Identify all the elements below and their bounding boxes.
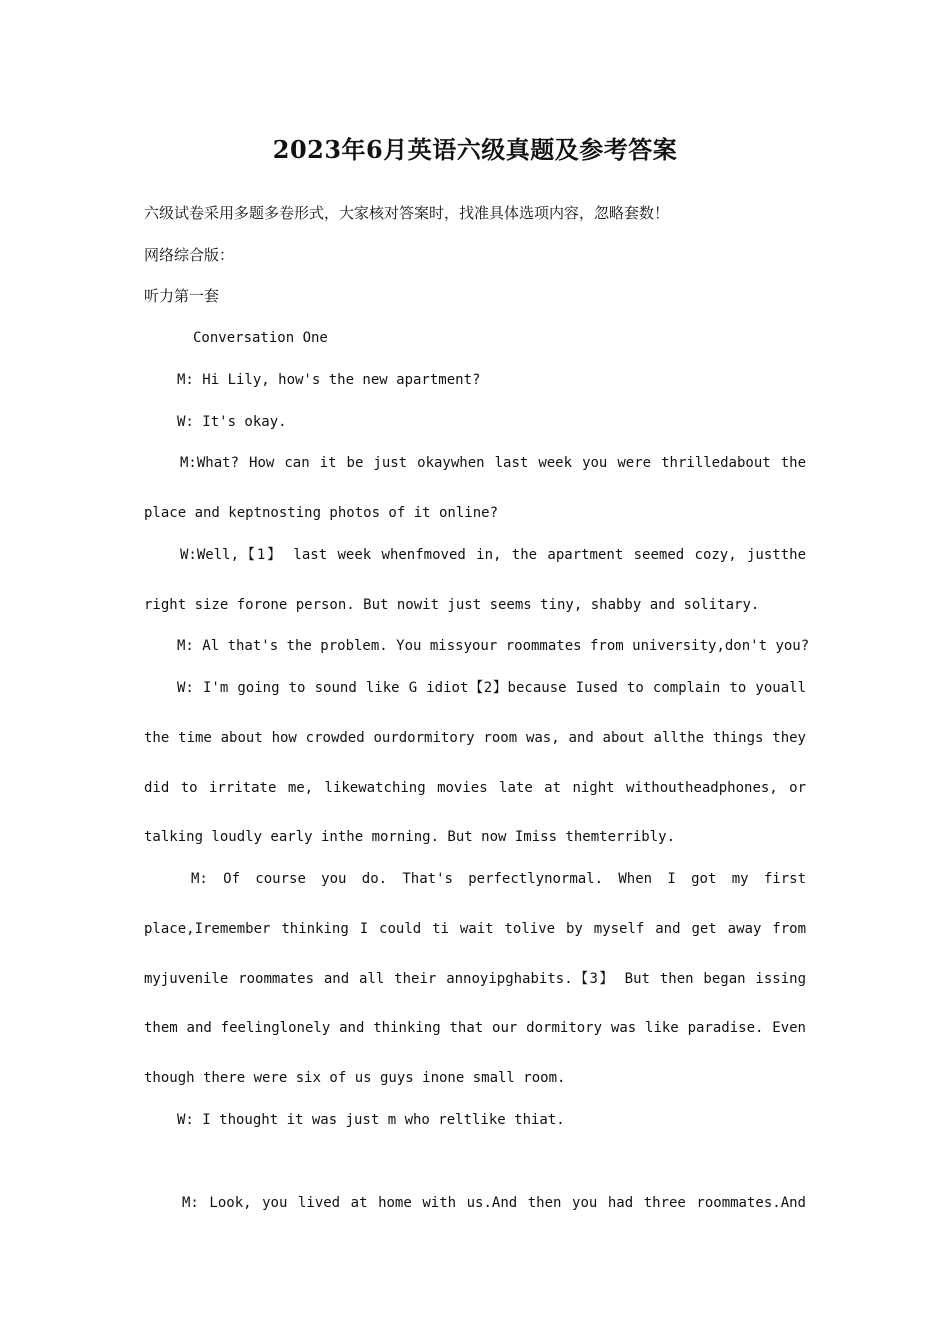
version-label: 网络综合版： <box>144 246 235 264</box>
dialogue-line: did to irritate me, likewatching movies late at night withoutheadphones, or <box>144 780 806 796</box>
dialogue-line: M: Al that's the problem. You missyour roommates from university,don't you? <box>177 638 810 654</box>
dialogue-line: place,Iremember thinking I could ti wait tolive by myself and get away from <box>144 921 806 937</box>
dialogue-line: myjuvenile roommates and all their annoyipghabits.【3】 But then began issing <box>144 971 806 987</box>
dialogue-line: M: Look, you lived at home with us.And then you had three roommates.And <box>182 1195 806 1211</box>
dialogue-line: though there were six of us guys inone small room. <box>144 1070 566 1086</box>
dialogue-line: M: Of course you do. That's perfectlynormal. When I got my first <box>191 871 806 887</box>
dialogue-line: M:What? How can it be just okaywhen last week you were thrilledabout the <box>180 455 806 471</box>
dialogue-line: W: I thought it was just m who reltlike thiat. <box>177 1112 565 1128</box>
dialogue-line: W:Well,【1】 last week whenfmoved in, the apartment seemed cozy, justthe <box>180 547 806 563</box>
dialogue-line: talking loudly early inthe morning. But now Imiss themterribly. <box>144 829 676 845</box>
dialogue-line: W: I'm going to sound like G idiot【2】because Iused to complain to youall <box>177 680 806 696</box>
dialogue-line: right size forone person. But nowit just seems tiny, shabby and solitary. <box>144 597 760 613</box>
dialogue-line: M: Hi Lily, how's the new apartment? <box>177 372 481 388</box>
section-label: 听力第一套 <box>144 287 220 305</box>
conversation-title: Conversation One <box>193 330 328 346</box>
dialogue-line: W: It's okay. <box>177 414 287 430</box>
dialogue-line: the time about how crowded ourdormitory room was, and about allthe things they <box>144 730 806 746</box>
dialogue-line: place and keptnosting photos of it online? <box>144 505 499 521</box>
intro-text: 六级试卷采用多题多卷形式，大家核对答案时，找准具体选项内容，忽略套数！ <box>144 204 670 222</box>
dialogue-line: them and feelinglonely and thinking that our dormitory was like paradise. Even <box>144 1020 806 1036</box>
document-title: 2023年6月英语六级真题及参考答案 <box>272 135 678 164</box>
